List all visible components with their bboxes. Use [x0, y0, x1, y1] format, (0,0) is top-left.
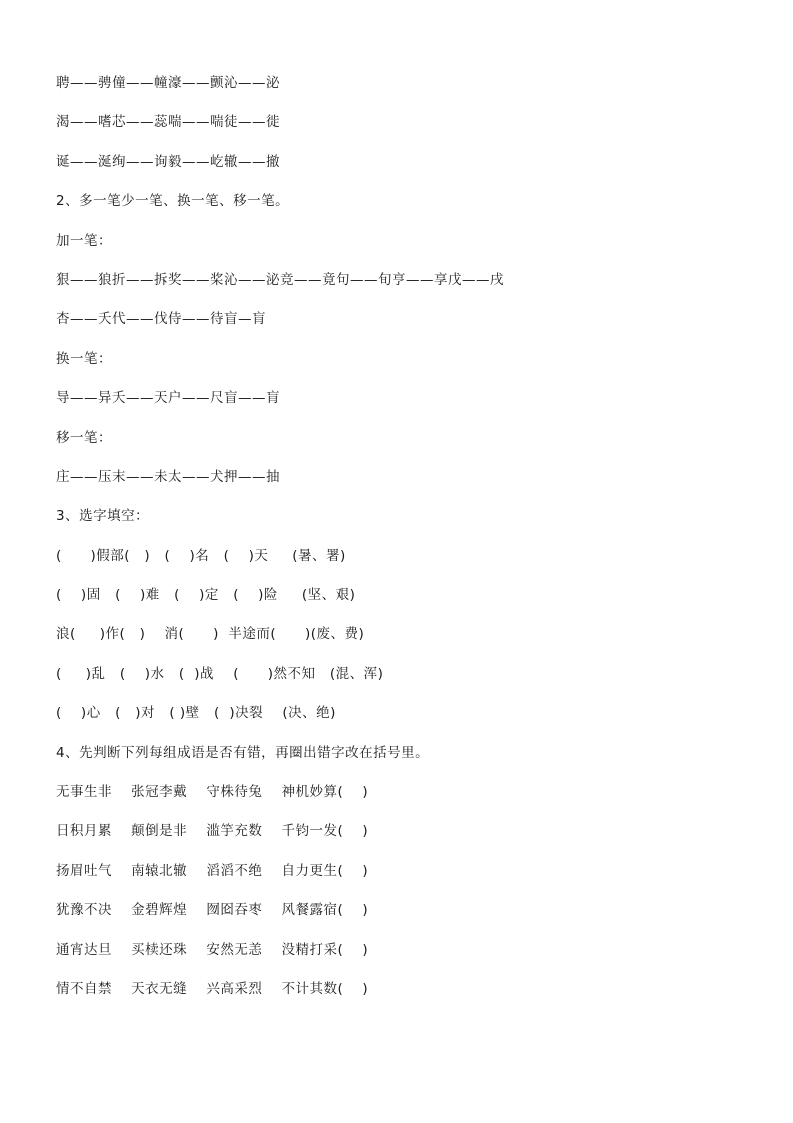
fill-blank-line-3: 浪( )作( ) 消( ) 半途而( )(废、费): [56, 626, 365, 643]
section-2-heading: 2、多一笔少一笔、换一笔、移一笔。: [56, 193, 290, 210]
word-pair-line-3: 诞——涎绚——询毅——屹辙——撤: [56, 153, 280, 170]
idiom-row-5: 通宵达旦 买椟还珠 安然无恙 没精打采( ): [56, 941, 369, 958]
move-stroke-line: 庄——压末——未太——犬押——抽: [56, 468, 280, 485]
change-stroke-line: 导——异夭——天户——尺盲——肓: [56, 390, 280, 407]
change-stroke-label: 换一笔：: [56, 350, 112, 367]
add-stroke-label: 加一笔：: [56, 232, 112, 249]
fill-blank-line-4: ( )乱 ( )水 ( )战 ( )然不知 (混、浑): [56, 665, 384, 682]
fill-blank-line-2: ( )固 ( )难 ( )定 ( )险 (坚、艰): [56, 587, 356, 604]
idiom-row-3: 扬眉吐气 南辕北辙 滔滔不绝 自力更生( ): [56, 862, 369, 879]
add-stroke-line-1: 狠——狼折——拆奖——桨沁——泌竞——竟句——旬亨——享戊——戌: [56, 271, 504, 288]
add-stroke-line-2: 杏——夭代——伐侍——待盲—肓: [56, 311, 266, 328]
idiom-row-1: 无事生非 张冠李戴 守株待兔 神机妙算( ): [56, 784, 369, 801]
section-4-heading: 4、先判断下列每组成语是否有错，再圈出错字改在括号里。: [56, 744, 430, 761]
word-pair-line-1: 聘——骋僮——幢濠——颤沁——泌: [56, 75, 280, 91]
section-3-heading: 3、选字填空：: [56, 508, 150, 525]
word-pair-line-2: 渴——嗜芯——蕊喘——喘徒——徙: [56, 114, 280, 131]
idiom-row-6: 情不自禁 天衣无缝 兴高采烈 不计其数( ): [56, 980, 369, 997]
document-body: [56, 70, 756, 1015]
idiom-row-2: 日积月累 颠倒是非 滥竽充数 千钧一发( ): [56, 823, 369, 840]
move-stroke-label: 移一笔：: [56, 429, 112, 446]
fill-blank-line-5: ( )心 ( )对 ( )壁 ( )决裂 (决、绝): [56, 705, 336, 722]
idiom-row-4: 犹豫不决 金碧辉煌 囫囵吞枣 风餐露宿( ): [56, 902, 369, 919]
fill-blank-line-1: ( )假部( ) ( )名 ( )天 (暑、署): [56, 547, 346, 564]
